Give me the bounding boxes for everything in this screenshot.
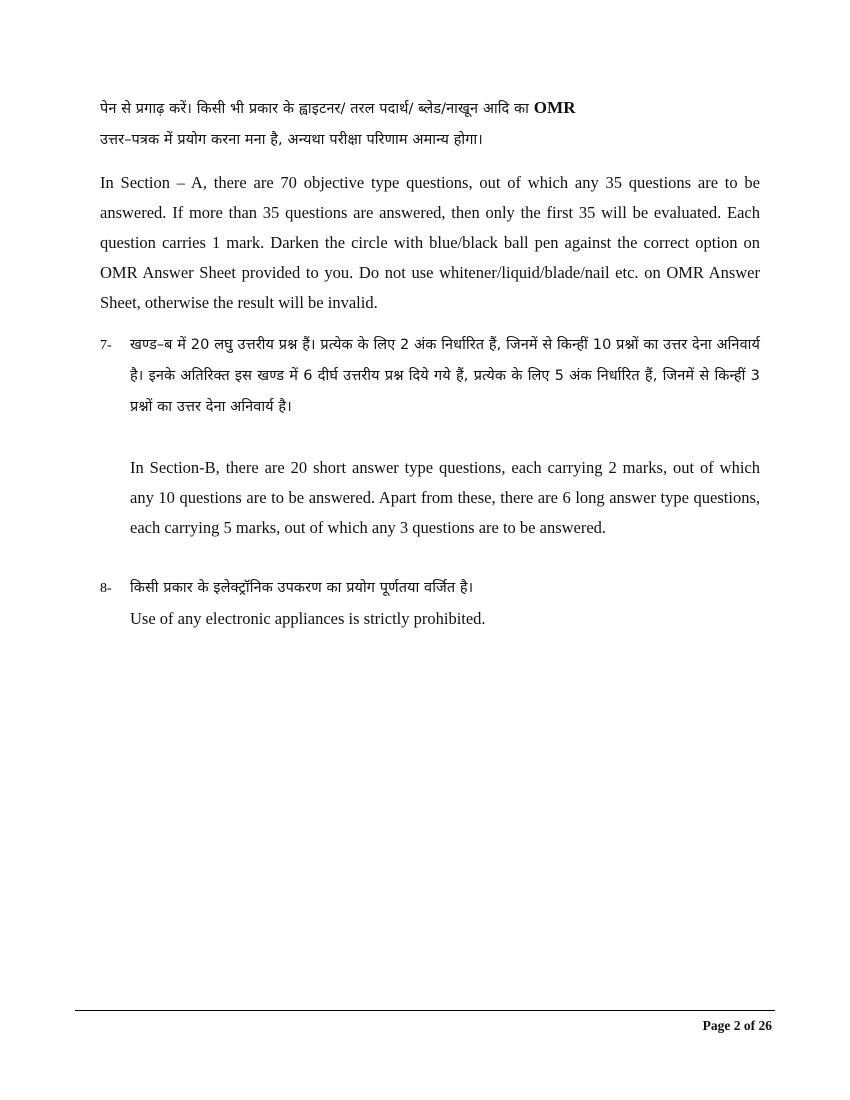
hindi-top-line2: उत्तर–पत्रक में प्रयोग करना मना है, अन्यथा परीक्षा परिणाम अमान्य होगा। bbox=[100, 132, 483, 148]
hindi-top-line1: पेन से प्रगाढ़ करें। किसी भी प्रकार के ह्वाइटनर/ तरल पदार्थ/ ब्लेड/नाखून आदि का bbox=[100, 101, 530, 117]
omr-label: OMR bbox=[533, 98, 576, 117]
item-7-english: In Section-B, there are 20 short answer type questions, each carrying 2 marks, out of which any 10 questions are to be answered. Apart from these, there are 6 long answer type questions, each carrying 5 marks, out of which any 3 questions are to be answered. bbox=[130, 458, 760, 537]
item-8-marker: 8- bbox=[100, 581, 112, 596]
footer-divider bbox=[75, 1010, 775, 1011]
section-a-paragraph: In Section – A, there are 70 objective type questions, out of which any 35 questions are to be answered. If more than 35 questions are answered, then only the first 35 will be evaluated. Each question carries 1 mark. Darken the circle with blue/black ball pen against the correct option on OMR Answer Sheet provided to you. Do not use whitener/liquid/blade/nail etc. on OMR Answer Sheet, otherwise the result will be invalid. bbox=[100, 173, 760, 312]
item-8-hindi: किसी प्रकार के इलेक्ट्रॉनिक उपकरण का प्रयोग पूर्णतया वर्जित है। bbox=[130, 580, 474, 596]
item-7-hindi: खण्ड–ब में 20 लघु उत्तरीय प्रश्न हैं। प्रत्येक के लिए 2 अंक निर्धारित हैं, जिनमें से किन्हीं 10 प्रश्नों का उत्तर देना अनिवार्य है। इनके अतिरिक्त इस खण्ड में 6 दीर्घ उत्तरीय प्रश्न दिये गये हैं, प्रत्येक के लिए 5 अंक निर्धारित हैं, जिनमें से किन्हीं 3 प्रश्नों का उत्तर देना अनिवार्य है। bbox=[130, 337, 760, 415]
spacer bbox=[100, 156, 760, 168]
spacer bbox=[100, 318, 760, 330]
page-footer bbox=[75, 1010, 775, 1034]
instruction-item-7 bbox=[100, 330, 760, 543]
section-a-english bbox=[100, 168, 760, 318]
item-8-english: Use of any electronic appliances is strictly prohibited. bbox=[130, 609, 486, 628]
instruction-top-hindi bbox=[100, 92, 760, 156]
page-number: Page 2 of 26 bbox=[702, 1018, 772, 1033]
spacer bbox=[100, 543, 760, 573]
instruction-item-8 bbox=[100, 573, 760, 634]
spacer bbox=[130, 423, 760, 453]
page-content bbox=[100, 92, 760, 634]
hindi-top-paragraph bbox=[100, 92, 760, 125]
item-7-marker: 7- bbox=[100, 338, 112, 353]
